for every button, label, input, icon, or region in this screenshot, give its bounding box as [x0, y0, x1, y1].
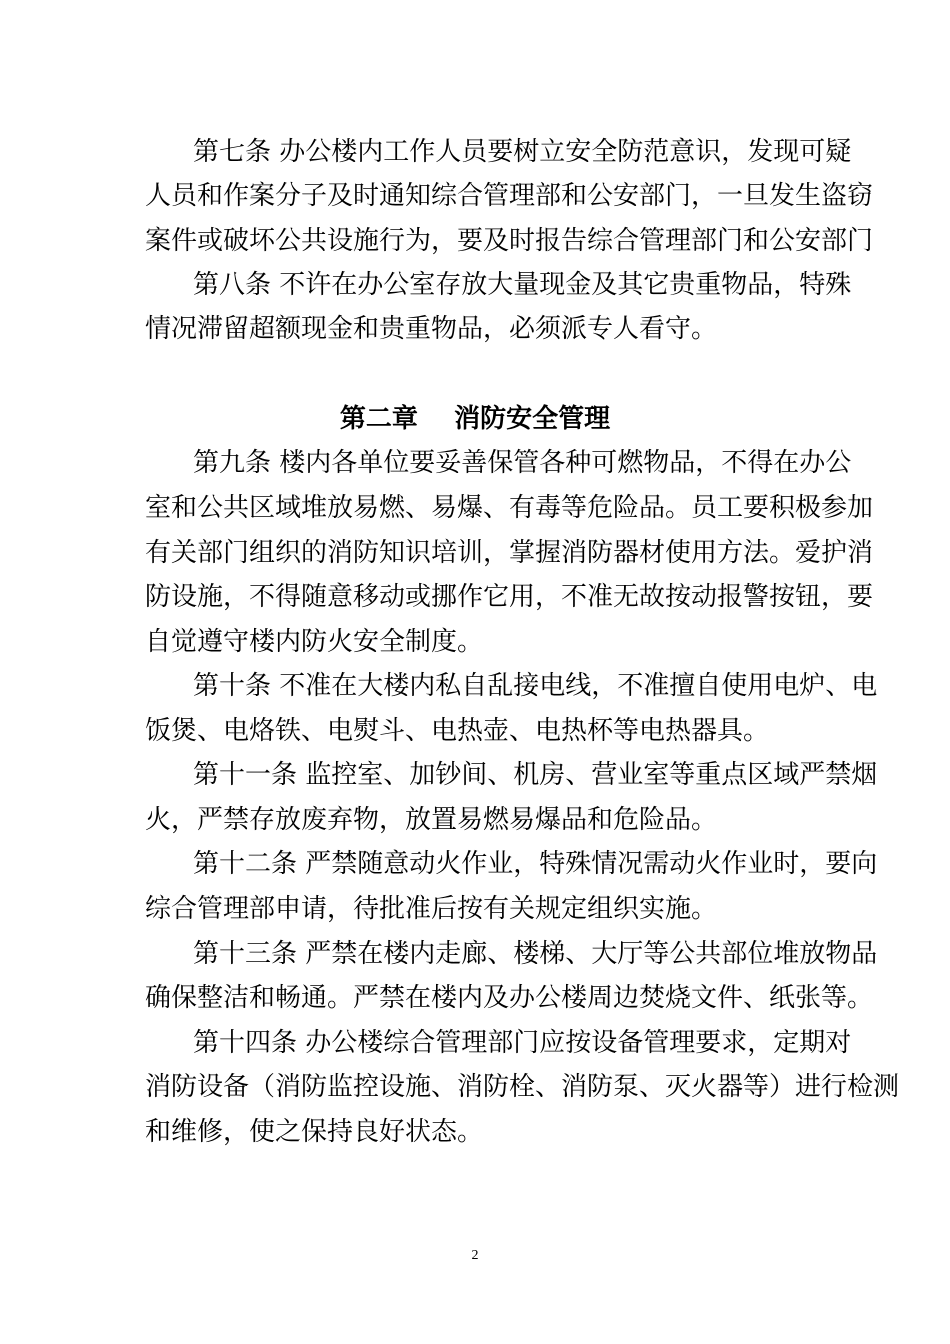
article-9-line-4: 防设施，不得随意移动或挪作它用，不准无故按动报警按钮，要 — [145, 582, 874, 612]
article-7-line-2: 人员和作案分子及时通知综合管理部和公安部门，一旦发生盗窃 — [145, 181, 874, 211]
article-9-line-1: 第九条 楼内各单位要妥善保管各种可燃物品，不得在办公 — [193, 448, 852, 478]
article-8-line-2: 情况滞留超额现金和贵重物品，必须派专人看守。 — [145, 314, 718, 344]
article-14-line-1: 第十四条 办公楼综合管理部门应按设备管理要求，定期对 — [193, 1028, 852, 1058]
article-13-line-1: 第十三条 严禁在楼内走廊、楼梯、大厅等公共部位堆放物品 — [193, 939, 878, 969]
article-10-line-1: 第十条 不准在大楼内私自乱接电线，不准擅自使用电炉、电 — [193, 671, 878, 701]
article-9-line-5: 自觉遵守楼内防火安全制度。 — [145, 627, 484, 657]
article-12-line-1: 第十二条 严禁随意动火作业，特殊情况需动火作业时，要向 — [193, 849, 878, 879]
article-14-line-3: 和维修，使之保持良好状态。 — [145, 1117, 484, 1147]
page-number: 2 — [471, 1248, 479, 1263]
article-12-line-2: 综合管理部申请，待批准后按有关规定组织实施。 — [145, 894, 718, 924]
article-11-line-1: 第十一条 监控室、加钞间、机房、营业室等重点区域严禁烟 — [193, 760, 878, 790]
article-13-line-2: 确保整洁和畅通。严禁在楼内及办公楼周边焚烧文件、纸张等。 — [145, 983, 874, 1013]
chapter-title: 第二章 消防安全管理 — [339, 404, 611, 434]
article-9-line-2: 室和公共区域堆放易燃、易爆、有毒等危险品。员工要积极参加 — [145, 493, 874, 523]
article-10-line-2: 饭煲、电烙铁、电熨斗、电热壶、电热杯等电热器具。 — [145, 716, 770, 746]
article-11-line-2: 火，严禁存放废弃物，放置易燃易爆品和危险品。 — [145, 805, 718, 835]
article-7-line-3: 案件或破坏公共设施行为，要及时报告综合管理部门和公安部门 — [145, 226, 874, 256]
article-7-line-1: 第七条 办公楼内工作人员要树立安全防范意识，发现可疑 — [193, 137, 852, 167]
article-8-line-1: 第八条 不许在办公室存放大量现金及其它贵重物品，特殊 — [193, 270, 852, 300]
article-9-line-3: 有关部门组织的消防知识培训，掌握消防器材使用方法。爱护消 — [145, 538, 874, 568]
article-14-line-2: 消防设备（消防监控设施、消防栓、消防泵、灭火器等）进行检测 — [145, 1072, 900, 1102]
